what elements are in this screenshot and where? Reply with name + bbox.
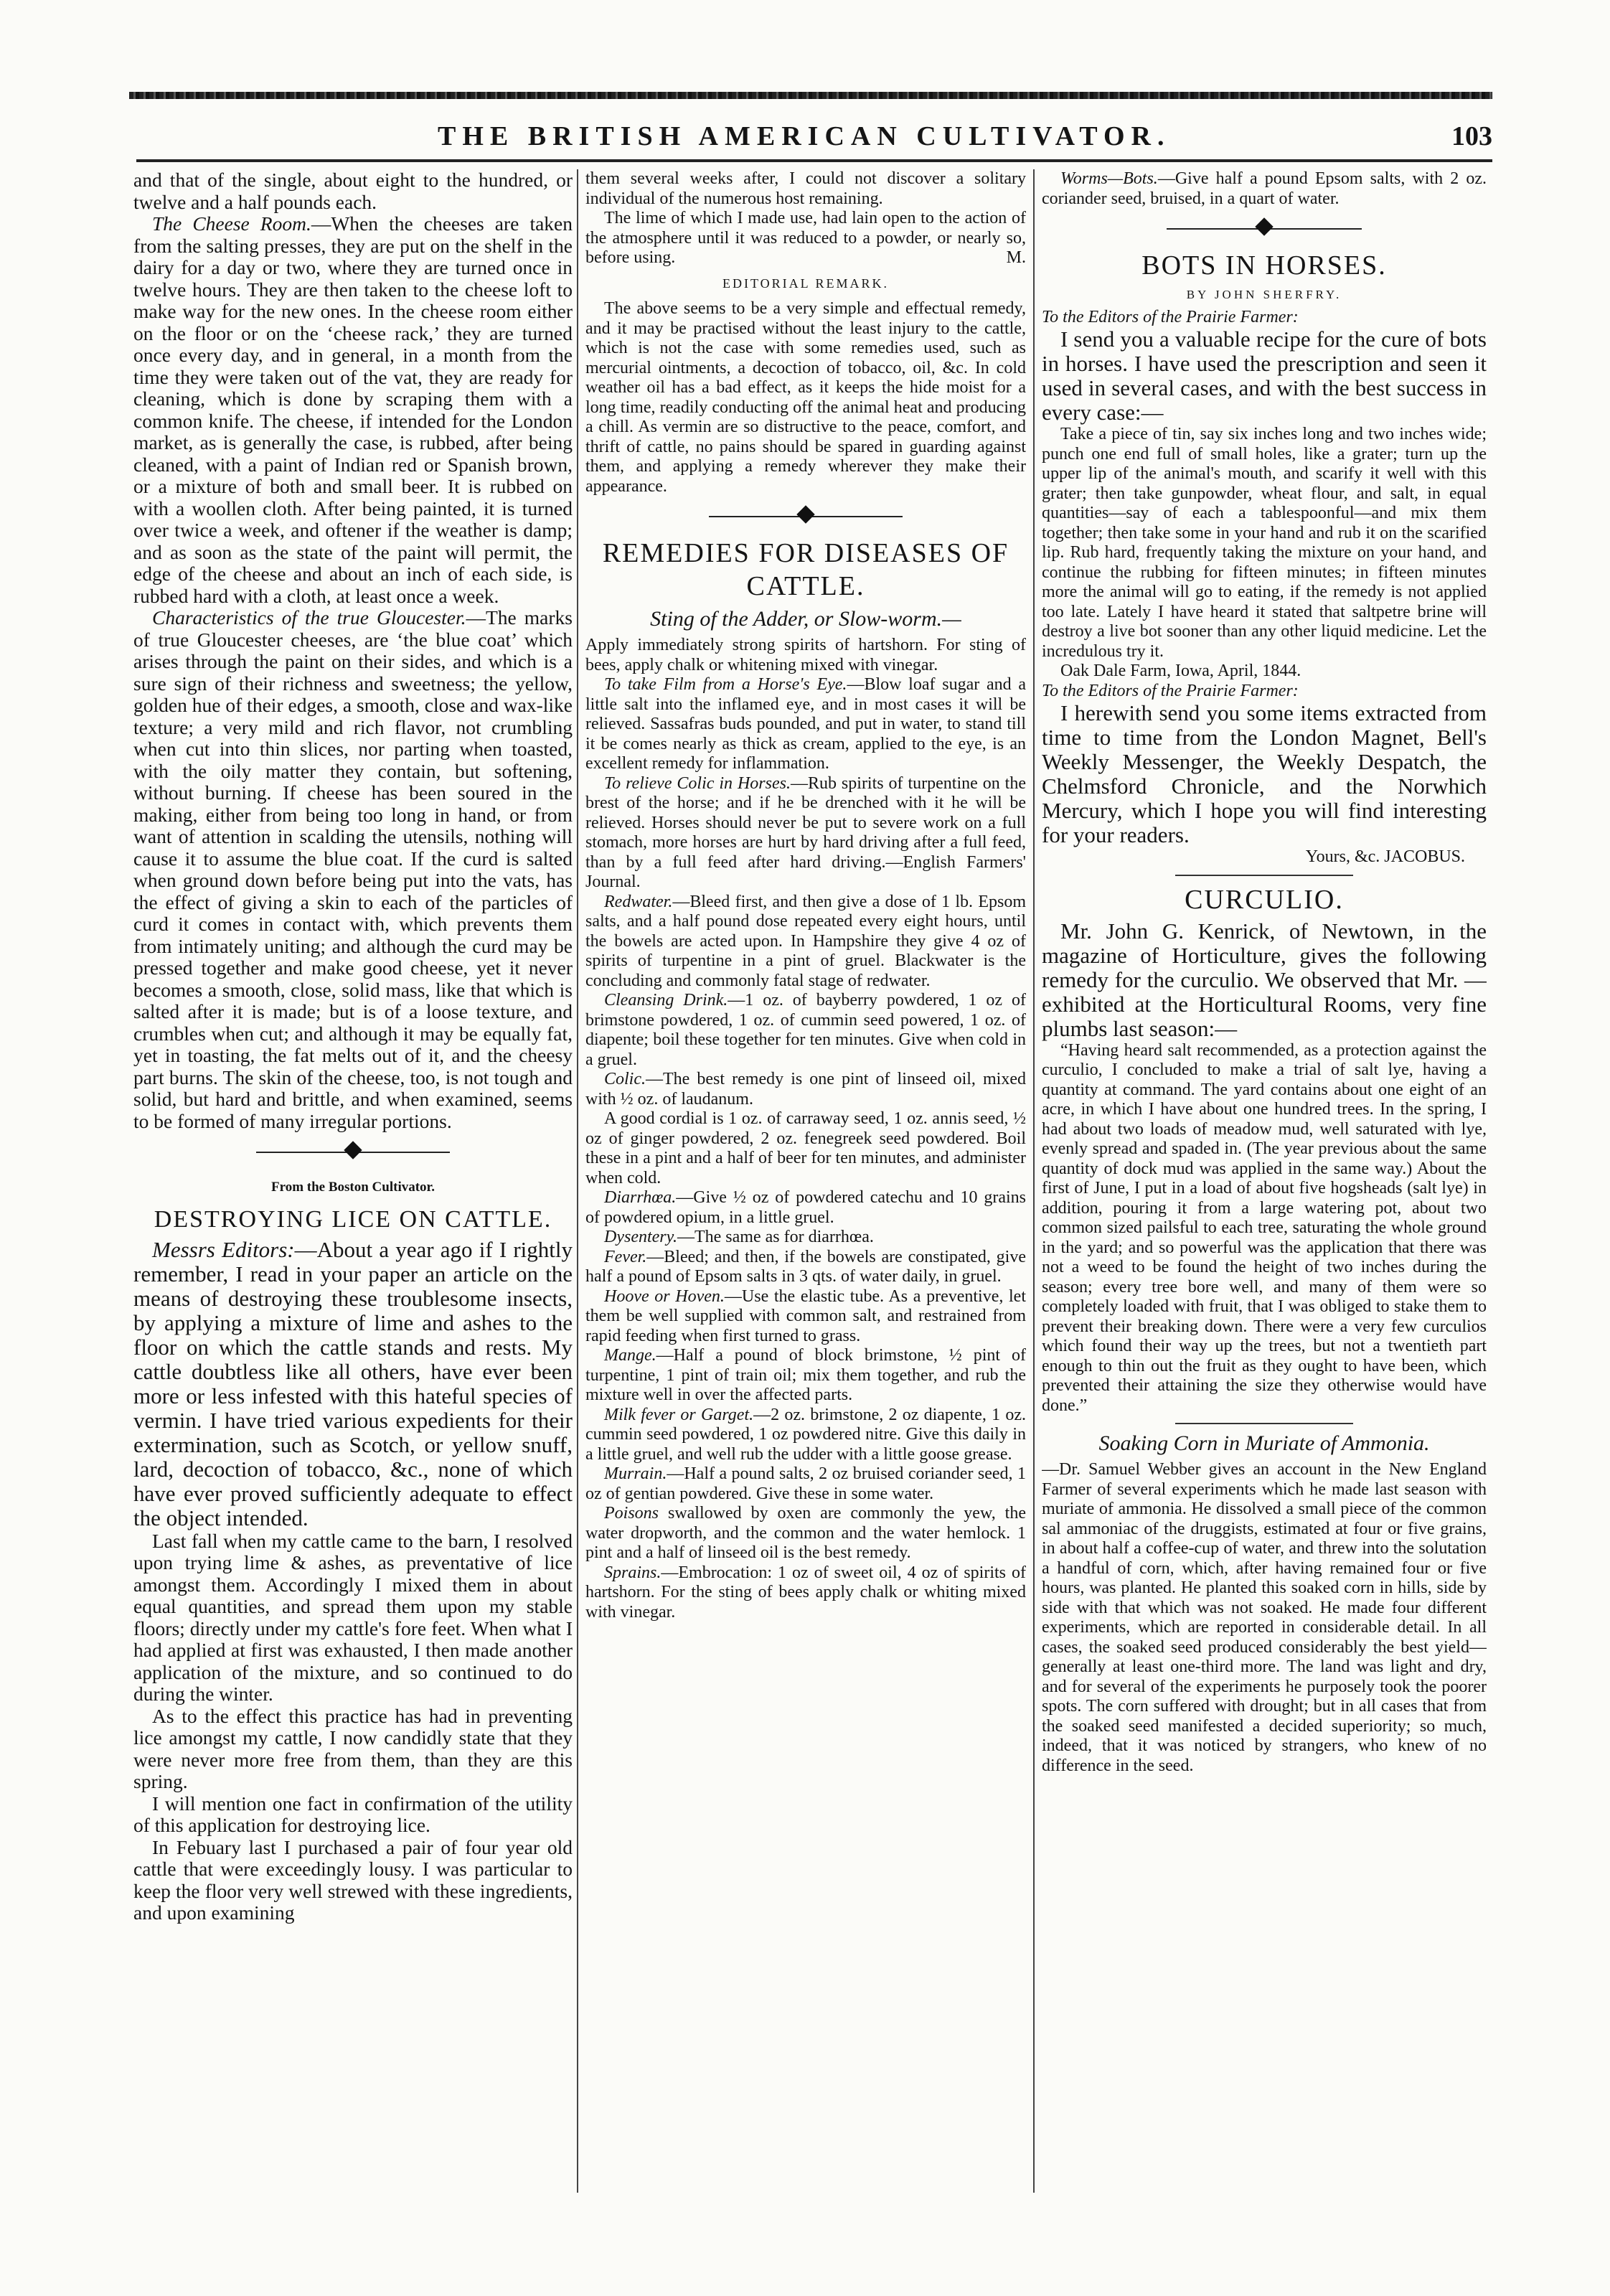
paragraph: Milk fever or Garget.—2 oz. brimstone, 2 oz diapente, 1 oz. cummin seed powdered, 1 oz powdered nitre. Give this daily in a little gruel, and well rub the udder with a little goose grease. [585,1405,1026,1464]
article-headline: REMEDIES FOR DISEASES OF CATTLE. [602,538,1009,601]
salutation: To the Editors of the Prairie Farmer: [1042,681,1299,700]
paragraph-heading: Hoove or Hoven. [604,1286,725,1306]
paragraph: I herewith send you some items extracted from time to time from the London Magnet, Bell's Weekly Messenger, the Weekly Despatch, the Chelmsford Chronicle, and the Norwhich Mercury, which I hope you will find interesting for your readers. [1042,700,1487,847]
paragraph-heading: Sprains. [604,1563,662,1582]
paragraph: them several weeks after, I could not discover a solitary individual of the numerous host remaining. [585,169,1026,208]
paragraph: A good cordial is 1 oz. of carraway seed, 1 oz. annis seed, ½ oz of ginger powdered, 2 oz. fenegreek seed powdered. Boil these in a pint and a half of beer for ten minutes, and administer when cold. [585,1109,1026,1187]
paragraph: The Cheese Room.—When the cheeses are taken from the salting presses, they are put on the shelf in the dairy for a day or two, where they are turned once in twelve hours. They are then taken to the cheese loft to make way for the new ones. In the cheese room either on the floor or on the ‘cheese rack,’ they are turned once every day, and in general, in a month from the time they were taken out of the vat, they are ready for cleaning, which is done by scraping them with a common knife. The cheese, if intended for the London market, as is generally the case, is rubbed, after being cleaned, with a paint of Indian red or Spanish brown, or a mixture of both and small beer. It is rubbed on with a woollen cloth. After being painted, it is turned over twice a week, and oftener if the weather is damp; and as soon as the state of the paint will permit, the edge of the cheese and about an inch of each side, is rubbed hard with a cloth, at least once a week. [133,212,573,607]
subheading: Soaking Corn in Muriate of Ammonia. [1098,1431,1430,1455]
paragraph-heading: Mange. [604,1346,656,1365]
page-number: 103 [1451,121,1492,151]
paragraph: Dysentery.—The same as for diarrhœa. [604,1228,874,1246]
paragraph-heading: To take Film from a Horse's Eye. [604,675,847,694]
paragraph: and that of the single, about eight to the hundred, or twelve and a half pounds each. [133,169,573,213]
signature: Yours, &c. JACOBUS. [1305,847,1465,866]
column-divider [577,169,578,2193]
paragraph: Last fall when my cattle came to the barn, I resolved upon trying lime & ashes, as preventative of lice amongst them. Accordingly I mixed them in about equal quantities, and spread them upon my stable floors; directly under my cattle's fore feet. When what I had applied at first was exhausted, I then made another application of the mixture, and so continued to do during the winter. [133,1529,573,1705]
section-rule [1175,1423,1353,1424]
paragraph: Characteristics of the true Gloucester.—The marks of true Gloucester cheeses, are ‘the blue coat’ which arises through the paint on their sides, and which is a sure sign of their richness and sweetness; the yellow, golden hue of their edges, a smooth, close and wax-like texture; a very mild and rich flavor, not crumbling when cut into thin slices, nor parting when toasted, with the oily matter they contain, but softening, without burning. If cheese has been soured in the making, either from being too long in hand, or from want of attention in scalding the utensils, nothing will cause it to assume the blue coat. If the curd is salted when ground down before being put into the vats, has the effect of giving a skin to each of the particles of curd it comes in contact with, which prevents them from intimately uniting; and although the curd may be pressed together and make good cheese, yet it never becomes a smooth, close, solid mass, like that which is salted after it is made; but is of a loose texture, and crumbles when cut; and although it may be equally fat, yet in toasting, the fat melts out of it, and the cheesy part burns. The skin of the cheese, too, is not tough and solid, but hard and brittle, and when examined, seems to be formed of many irregular portions. [133,606,573,1132]
paragraph: “Having heard salt recommended, as a protection against the curculio, I concluded to make a trial of salt lye, having a quantity at command. The yard contains about one eight of an acre, in which I have about one hundred trees. In the spring, I had about two loads of meadow mud, well saturated with lye, evenly spread and spaded in. (The year previous about the same quantity of dock mud was applied in the same way.) About the first of June, I put in a load of about five hogsheads (salt lye) in addition, pouring it from a large watering pot, about two common sized pailsful to each tree, saturating the whole ground in the yard; and so powerful was the application that there was not a weed to be found the height of two inches during the season; every tree bore well, and many of them were so completely loaded with fruit, that I was obliged to stake them to prevent their breaking down. There were a very few curculios which found their way up the trees, but not a twentieth part enough to thin out the fruit as they ought to have been, which prevented their attaining the size they otherwise would have done.” [1042,1040,1487,1415]
paragraph-heading: Colic. [604,1070,646,1088]
paragraph: Mange.—Half a pound of block brimstone, ½ pint of turpentine, 1 pint of train oil; mix them together, and rub the mixture well in over the affected parts. [585,1346,1026,1404]
paragraph-heading: Poisons [604,1504,659,1523]
section-ornament [1042,215,1487,243]
paragraph: As to the effect this practice has had in preventing lice amongst my cattle, I now candidly state that they were never more free from them, than they are this spring. [133,1704,573,1792]
paragraph: Worms—Bots.—Give half a pound Epsom salts, with 2 oz. coriander seed, bruised, in a quart of water. [1042,169,1487,208]
paragraph: Messrs Editors:—About a year ago if I rightly remember, I read in your paper an article on the means of destroying these troublesome insects, by applying a mixture of lime and ashes to the floor on which the cattle stands and rests. My cattle doubtless like all others, have ever been more or less infested with this hateful species of vermin. I have tried various expedients for their extermination, such as Scotch, or yellow snuff, lard, decoction of tobacco, &c., none of which have ever proved sufficiently adequate to effect the object intended. [133,1236,573,1530]
source-credit: From the Boston Cultivator. [271,1180,435,1195]
paragraph: Apply immediately strong spirits of hartshorn. For sting of bees, apply chalk or whitening mixed with vinegar. [585,636,1026,674]
paragraph-heading: Dysentery. [604,1228,677,1246]
paragraph: —Dr. Samuel Webber gives an account in the New England Farmer of several experiments which he made last season with muriate of ammonia. He dissolved a small piece of the common sal ammoniac of the druggists, estimated at four or five grains, in about half a coffee-cup of water, and threw into the solutation a handful of corn, which, after having remained four or five hours, was planted. He planted this soaked corn in hills, side by side with that which was not soaked. He made four different experiments, which are reported in considerable detail. In all cases, the soaked seed produced considerably the best yield—generally at least one-third more. The land was light and dry, and for several of the experiments he purposely took the poorer spots. The corn suffered with drought; but in all cases that from the soaked seed manifested a decided superiority; so much, indeed, that it was noticed by strangers, who knew of no difference in the seed. [1042,1460,1487,1775]
paragraph-heading: Fever. [604,1247,647,1266]
paragraph: Diarrhœa.—Give ½ oz of powdered catechu and 10 grains of powdered opium, in a little gruel. [585,1188,1026,1227]
paragraph: Mr. John G. Kenrick, of Newtown, in the magazine of Horticulture, gives the following remedy for the curculio. We observed that Mr. — exhibited at the Horticultural Rooms, very fine plumbs last season:— [1042,918,1487,1041]
paragraph-heading: Characteristics of the true Gloucester. [152,606,466,629]
page-header [136,121,1492,164]
paragraph: Sprains.—Embrocation: 1 oz of sweet oil, 4 oz of spirits of hartshorn. For the sting of bees apply chalk or whiting mixed with vinegar. [585,1563,1026,1622]
section-ornament [133,1138,573,1167]
section-ornament [585,502,1026,531]
paragraph-heading: Redwater. [604,892,673,911]
paragraph: The above seems to be a very simple and effectual remedy, and it may be practised without the least injury to the cattle, which is not the case with some remedies used, such as mercurial ointments, a decoction of tobacco, oil, &c. In cold weather oil has a bad effect, as it keeps the hide moist for a long time, readily conducting off the animal heat and producing a chill. As vermin are so distructive to the peace, comfort, and thrift of cattle, no pains should be spared in guarding against them, and applying a remedy wherever they make their appearance. [585,299,1026,496]
paragraph-heading: Murrain. [604,1464,667,1483]
article-headline: CURCULIO. [1185,884,1344,915]
salutation: Messrs Editors: [152,1236,295,1262]
paragraph-heading: The Cheese Room. [152,212,311,235]
paragraph: To relieve Colic in Horses.—Rub spirits of turpentine on the brest of the horse; and if he be drenched with it he will be relieved. Horses should never be put to severe work on a full stomach, more horses are hurt by hard driving after a full feed, than by a full feed after hard driving.—English Farmers' Journal. [585,773,1026,891]
top-ornamental-band [129,92,1492,99]
paragraph: Cleansing Drink.—1 oz. of bayberry powdered, 1 oz of brimstone powdered, 1 oz. of cummin seed powered, 1 oz. of diapente; boil these together for ten minutes. Give when cold in a gruel. [585,991,1026,1069]
paragraph-heading: Milk fever or Garget. [604,1405,754,1424]
article-headline: BOTS IN HORSES. [1141,250,1387,281]
paragraph: The lime of which I made use, had lain open to the action of the atmosphere until it was reduced to a powder, or nearly so, before using. M. [585,209,1026,267]
paragraph: Take a piece of tin, say six inches long and two inches wide; punch one end full of small holes, like a grater; turn up the upper lip of the animal's mouth, and scarify it well with this grater; then take gunpowder, wheat flour, and salt, in equal quantities—say of each a tablespoonful—and mix them together; then take some in your hand and rub it on the scarified lip. Rub hard, frequently taking the mixture on your hand, and continue the rubbing for fifteen minutes; in fifteen minutes more the animal will go to eating, if the remedy is not applied too late. Lately I have heard it stated that saltpetre brine will destroy a live bot sooner than any other liquid medicine. Let the incredulous try it. [1042,425,1487,661]
column-3 [1042,169,1487,2193]
editorial-heading: EDITORIAL REMARK. [722,276,889,291]
paragraph: Redwater.—Bleed first, and then give a dose of 1 lb. Epsom salts, and a half pound dose repeated every eight hours, until the bowels are acted upon. In Hampshire they give 4 oz of spirits of turpentine in a pint of gruel. Blackwater is the concluding and commonly fatal stage of redwater. [585,892,1026,990]
article-headline: DESTROYING LICE ON CATTLE. [154,1205,552,1233]
paragraph: I will mention one fact in confirmation of the utility of this application for destroying lice. [133,1792,573,1836]
column-1 [133,169,573,2193]
paragraph: To take Film from a Horse's Eye.—Blow loaf sugar and a little salt into the inflamed eye, and in most cases it will be relieved. Sassafras buds pounded, and put in water, to stand till it be comes nearly as thick as cream, applied to the eye, is an excellent remedy for inflammation. [585,675,1026,773]
salutation: To the Editors of the Prairie Farmer: [1042,307,1299,326]
paragraph: Poisons swallowed by oxen are commonly the yew, the water dropworth, and the common and the water hemlock. 1 pint and a half of linseed oil is the best remedy. [585,1504,1026,1562]
subheading: Sting of the Adder, or Slow-worm.— [650,607,961,631]
column-divider [1033,169,1035,2193]
paragraph: Fever.—Bleed; and then, if the bowels are constipated, give half a pound of Epsom salts in 3 qts. of water daily, in gruel. [585,1247,1026,1286]
section-rule [1175,875,1353,876]
column-2 [585,169,1026,2193]
byline: BY JOHN SHERFRY. [1186,288,1342,301]
paragraph: I send you a valuable recipe for the cure of bots in horses. I have used the prescription and seen it used in several cases, and with the best success in every case:— [1042,326,1487,425]
header-rule [136,159,1492,162]
paragraph: Colic.—The best remedy is one pint of linseed oil, mixed with ½ oz. of laudanum. [585,1070,1026,1109]
signature: M. [1006,248,1026,267]
running-title: THE BRITISH AMERICAN CULTIVATOR. [438,121,1171,151]
paragraph-heading: Cleansing Drink. [604,991,728,1010]
paragraph-heading: To relieve Colic in Horses. [604,773,791,793]
paragraph-heading: Worms—Bots. [1060,169,1158,188]
paragraph: In Febuary last I purchased a pair of four year old cattle that were exceedingly lousy. I was particular to keep the floor very well strewed with these ingredients, and upon examining [133,1835,573,1924]
dateline: Oak Dale Farm, Iowa, April, 1844. [1060,662,1301,680]
paragraph: Hoove or Hoven.—Use the elastic tube. As a preventive, let them be well supplied with common salt, and restrained from rapid feeding when first turned to grass. [585,1286,1026,1345]
paragraph-heading: Diarrhœa. [604,1188,677,1207]
paragraph: Murrain.—Half a pound salts, 2 oz bruised coriander seed, 1 oz of gentian powdered. Give these in some water. [585,1464,1026,1503]
